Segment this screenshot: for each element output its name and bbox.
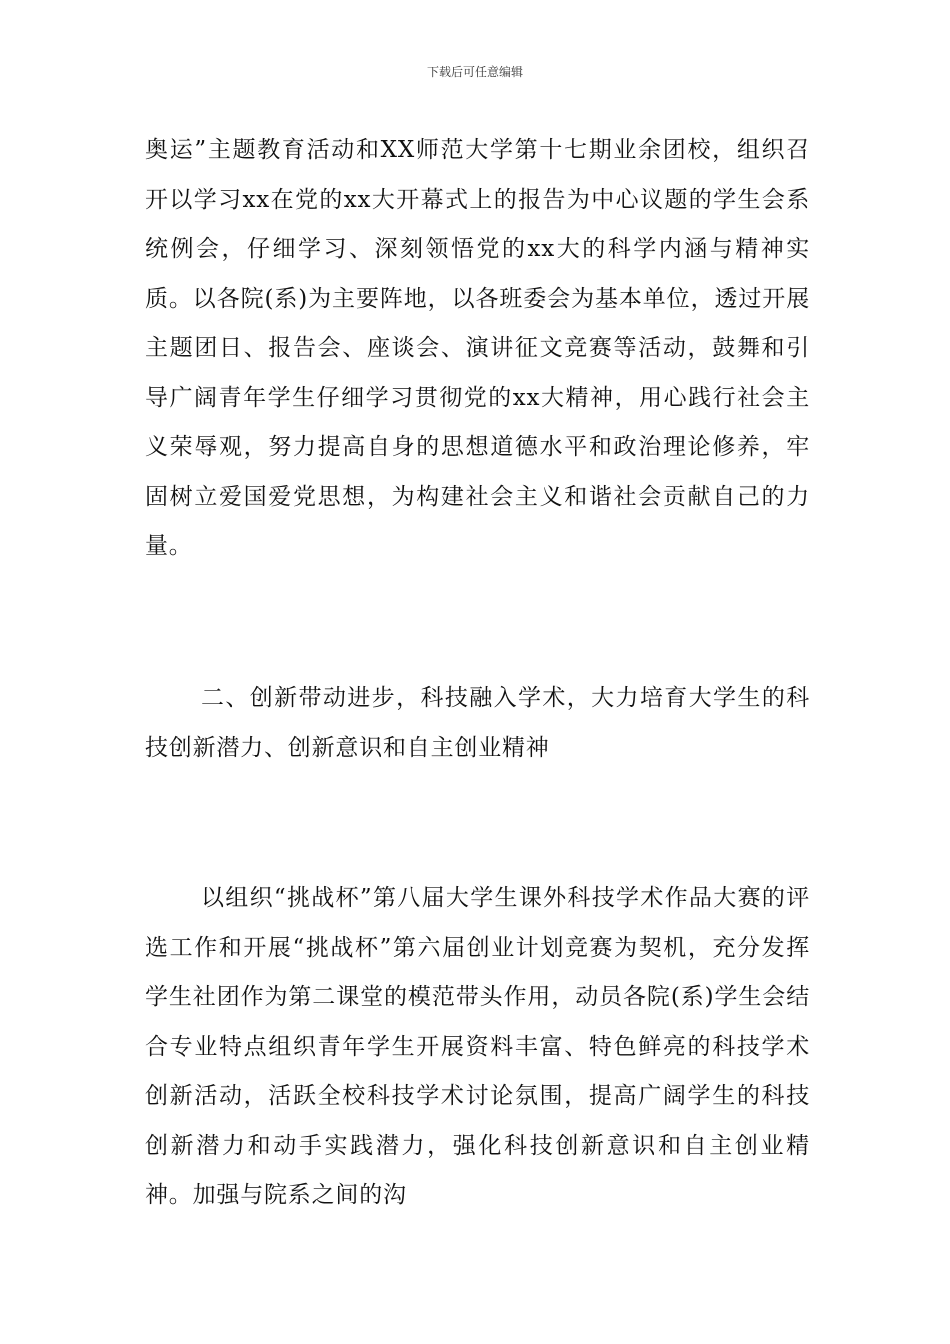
body-paragraph: 奥运”主题教育活动和XX师范大学第十七期业余团校，组织召开以学习xx在党的xx大开幕式上的报告为中心议题的学生会系统例会，仔细学习、深刻领悟党的xx大的科学内涵与精神实质。以各院(系)为主要阵地，以各班委会为基本单位，透过开展主题团日、报告会、座谈会、演讲征文竞赛等活动，鼓舞和引导广阔青年学生仔细学习贯彻党的xx大精神，用心践行社会主义荣辱观，努力提高自身的思想道德水平和政治理论修养，牢固树立爱国爱党思想，为构建社会主义和谐社会贡献自己的力量。: [145, 137, 810, 559]
section-heading: 二、创新带动进步，科技融入学术，大力培育大学生的科技创新潜力、创新意识和自主创业精神: [145, 685, 810, 761]
body-paragraph: 以组织“挑战杯”第八届大学生课外科技学术作品大赛的评选工作和开展“挑战杯”第六届创业计划竞赛为契机，充分发挥学生社团作为第二课堂的模范带头作用，动员各院(系)学生会结合专业特点组织青年学生开展资料丰富、特色鲜亮的科技学术创新活动，活跃全校科技学术讨论氛围，提高广阔学生的科技创新潜力和动手实践潜力，强化科技创新意识和自主创业精神。加强与院系之间的沟: [145, 885, 810, 1208]
page-header-note: 下载后可任意编辑: [426, 65, 523, 79]
